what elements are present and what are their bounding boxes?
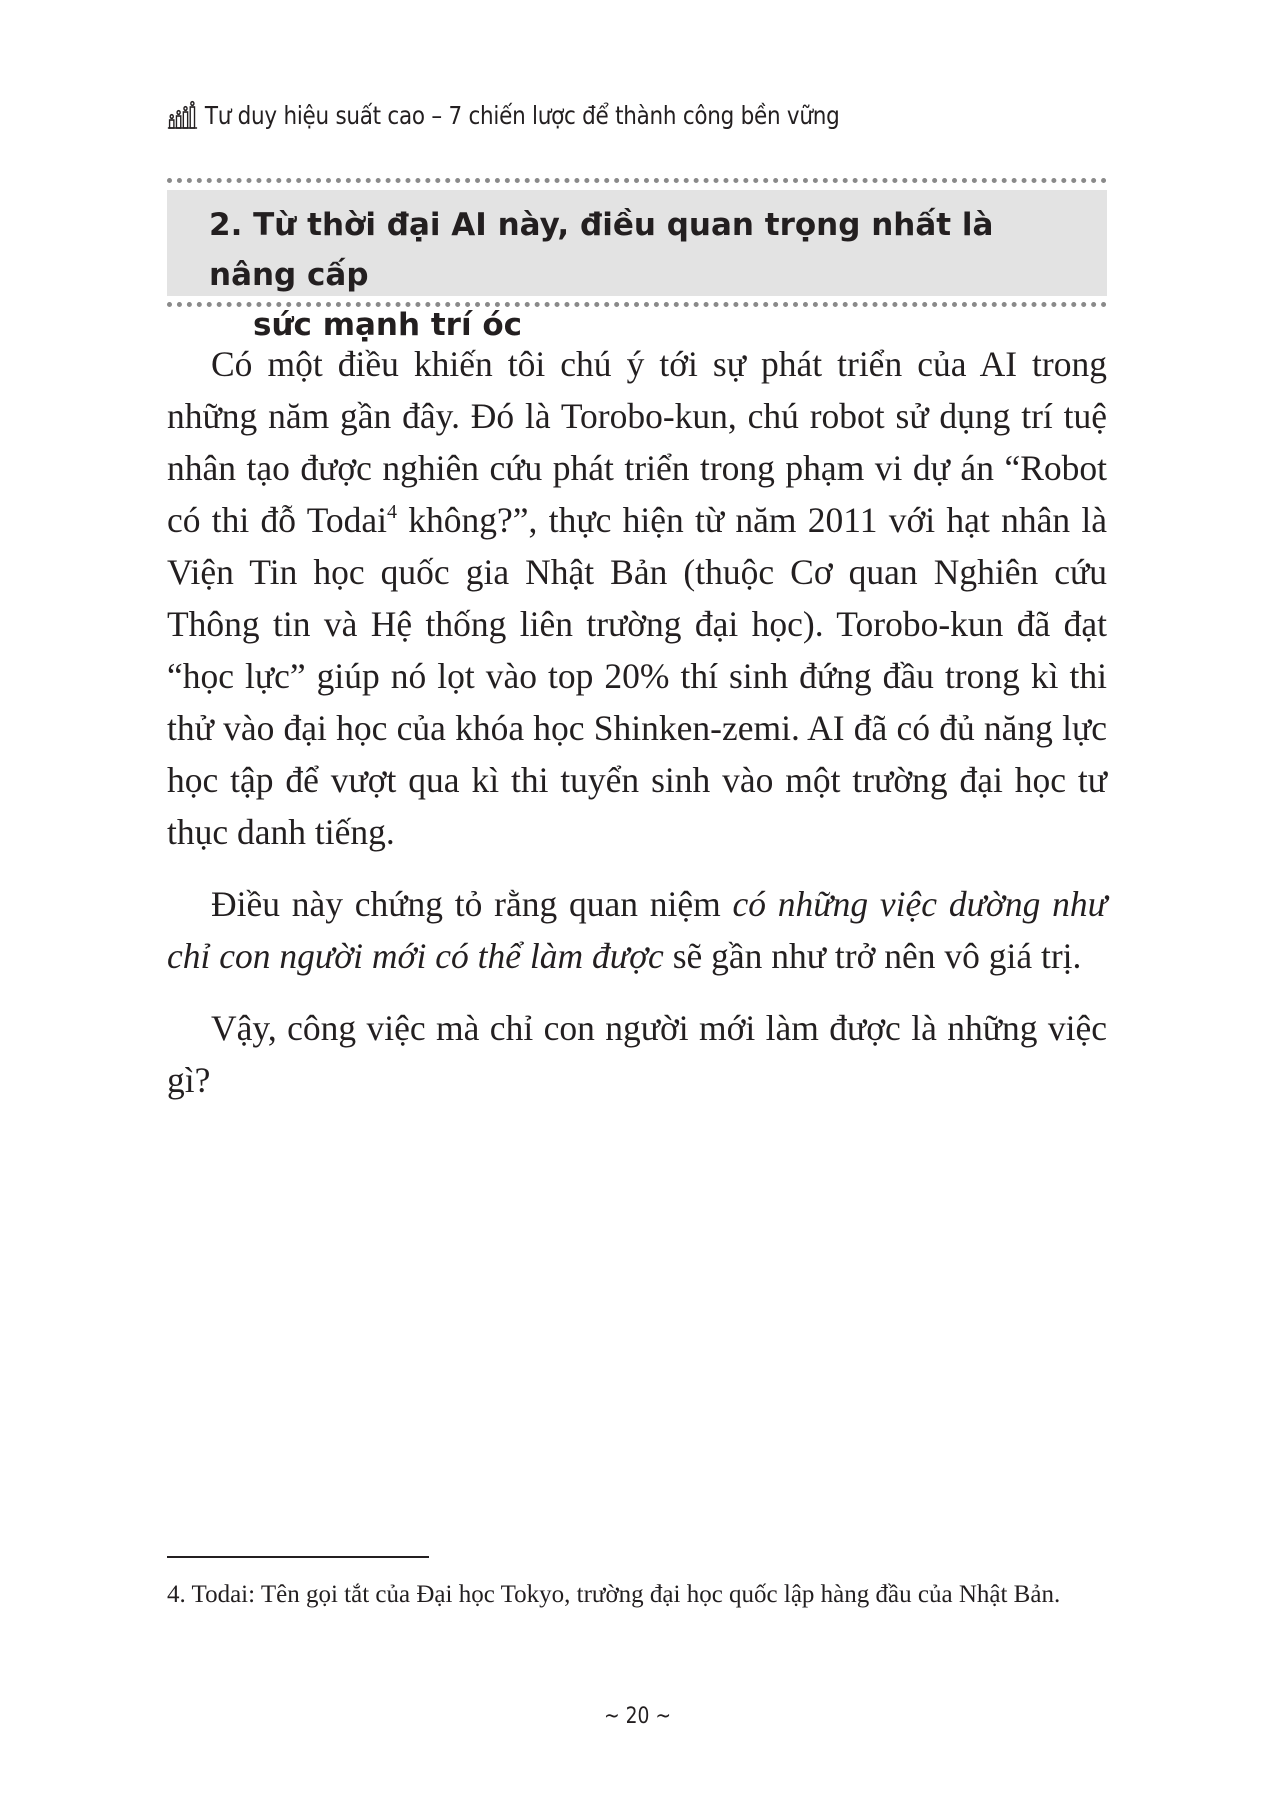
body-text (167, 338, 1107, 1126)
footnote-rule (167, 1556, 429, 1558)
dotted-divider-top (167, 178, 1107, 183)
footnote: 4. Todai: Tên gọi tắt của Đại học Tokyo, trường đại học quốc lập hàng đầu của Nhật Bản. (167, 1581, 1061, 1608)
dotted-divider-bottom (167, 302, 1107, 307)
paragraph-2 (167, 878, 1107, 982)
paragraph-2-text-b: sẽ gần như trở nên vô giá trị. (663, 936, 1082, 976)
paragraph-3: Vậy, công việc mà chỉ con người mới làm được là những việc gì? (167, 1008, 1107, 1100)
section-title-line2: sức mạnh trí óc (253, 307, 523, 343)
running-header-text: Tư duy hiệu suất cao – 7 chiến lược để thành công bền vững (204, 101, 840, 130)
paragraph-2-italic: có những việc dường như chỉ con người mới có thể làm được (167, 884, 1107, 976)
paragraph-1 (167, 338, 1107, 858)
running-header (167, 100, 840, 130)
section-heading-box (167, 190, 1107, 343)
page-number: ~ 20 ~ (603, 1704, 672, 1729)
section-title-line1: 2. Từ thời đại AI này, điều quan trọng nhất là nâng cấp (209, 207, 994, 293)
paragraph-1-text-a: Có một điều khiến tôi chú ý tới sự phát triển của AI trong những năm gần đây. Đó là Torobo-kun, chú robot sử dụng trí tuệ nhân tạo được nghiên cứu phát triển trong phạm vi dự án “Robot có thi đỗ Todai (167, 344, 1107, 540)
paragraph-2-text-a: Điều này chứng tỏ rằng quan niệm (211, 884, 733, 924)
paragraph-1-text-b: không?”, thực hiện từ năm 2011 với hạt nhân là Viện Tin học quốc gia Nhật Bản (thuộc Cơ quan Nghiên cứu Thông tin và Hệ thống liên trường đại học). Torobo-kun đã đạt “học lực” giúp nó lọt vào top 20% thí sinh đứng đầu trong kì thi thử vào đại học của khóa học Shinken-zemi. AI đã có đủ năng lực học tập để vượt qua kì thi tuyển sinh vào một trường đại học tư thục danh tiếng. (167, 500, 1107, 852)
chart-people-icon (167, 100, 198, 130)
footnote-reference: 4 (387, 501, 398, 523)
section-title (209, 200, 1087, 350)
